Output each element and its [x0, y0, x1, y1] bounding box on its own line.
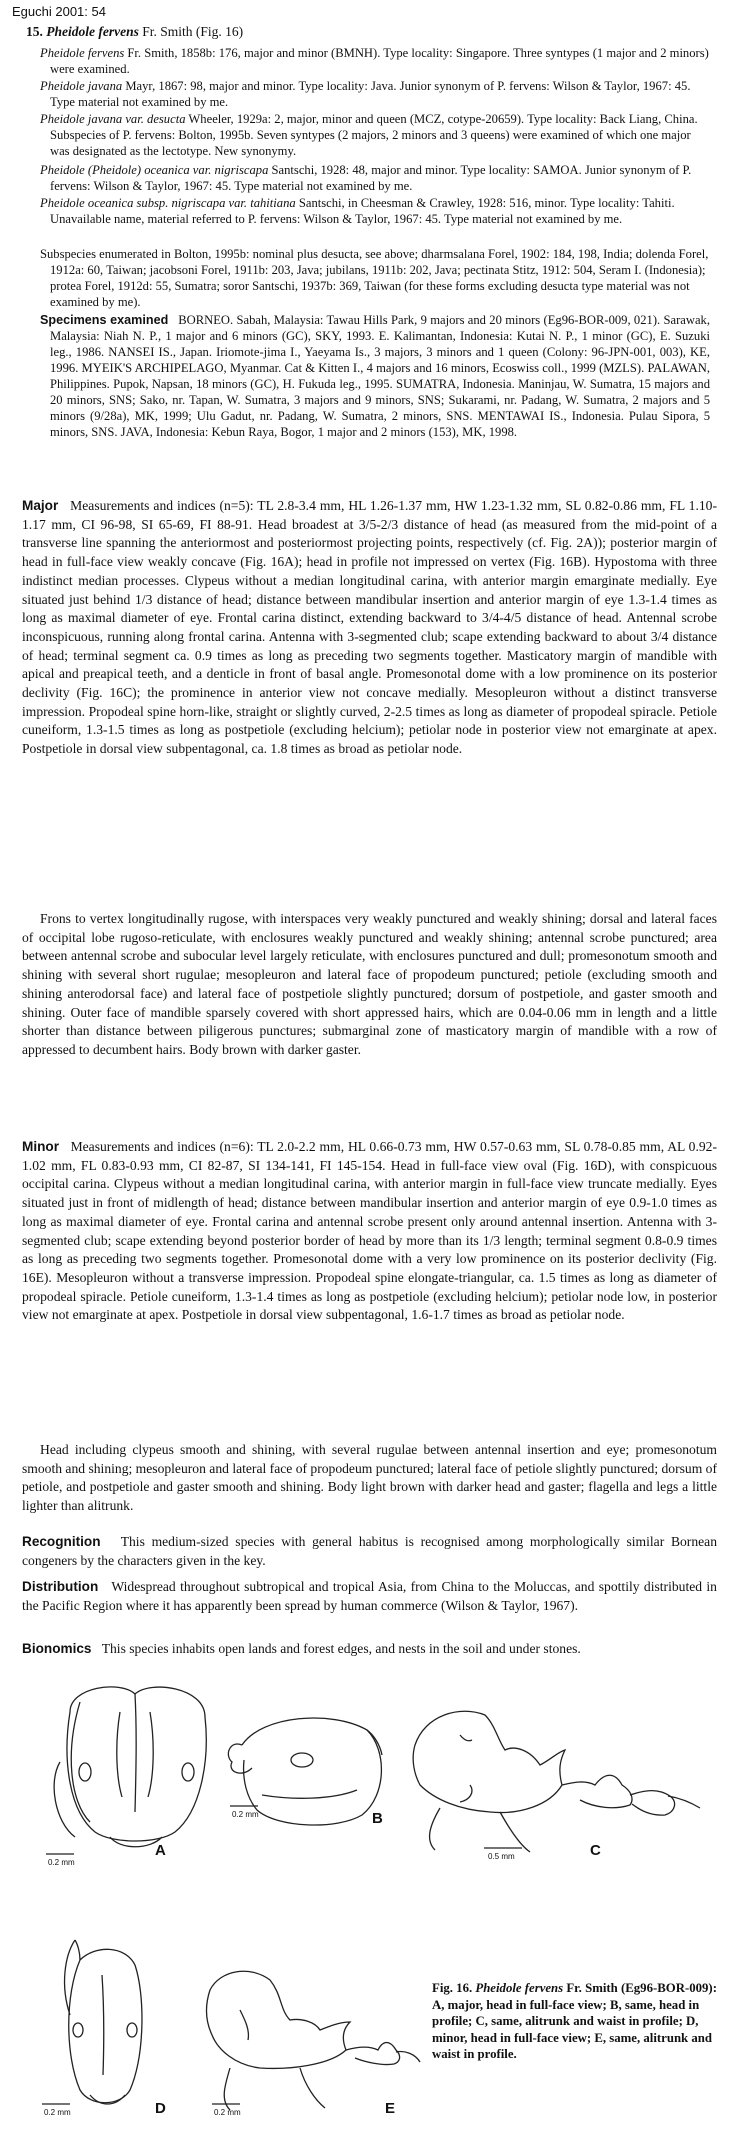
- specimens-examined: [40, 312, 710, 440]
- synonym-entry: [40, 195, 710, 227]
- bionomics-text: This species inhabits open lands and forest edges, and nests in the soil and under stones.: [101, 1641, 581, 1656]
- figure-a-scale-bar: [46, 1852, 76, 1856]
- figure-a-scale: 0.2 mm: [48, 1858, 75, 1867]
- synonym-text: Mayr, 1867: 98, major and minor. Type locality: Java. Junior synonym of P. fervens: Wilson & Taylor, 1967: 45. Type material not examined by me.: [50, 79, 691, 109]
- figure-d-scale-bar: [42, 2102, 72, 2106]
- running-header: Eguchi 2001: 54: [12, 4, 106, 19]
- figure-e-minor-alitrunk-profile: [190, 1950, 430, 2120]
- minor-sculpture: Head including clypeus smooth and shining, with several rugulae between antennal insertion and eye; promesonotum smooth and shining; mesopleuron and lateral face of propodeum punctured; lateral face of petiole slightly punctured; dorsum of petiole, and postpetiole and gaster smooth and shining. Body light brown with darker head and gaster; flagella and legs a little lighter than alitrunk.: [22, 1442, 717, 1514]
- species-name: Pheidole fervens: [46, 24, 139, 39]
- figure-d-minor-head-full-face: [40, 1935, 170, 2125]
- minor-heading: Minor: [22, 1139, 59, 1154]
- specimens-text: BORNEO. Sabah, Malaysia: Tawau Hills Park, 9 majors and 20 minors (Eg96-BOR-009, 021). Sarawak, Malaysia: Niah N. P., 1 major and 6 minors (GC), SKY, 1993. E. Kalimantan, Indonesia: Kutai N. P., 1 minor (GC), E. Suzuki leg., 1986. NANSEI IS., Japan. Iriomote-jima I., Yaeyama Is., 3 majors, 3 minors and 1 queen (Colony: 96-JPN-001, 003), KE, 1996. MYEIK'S ARCHIPELAGO, Myanmar. Cat & Kitten I., 4 majors and 16 minors, Ecoswiss coll., 1999 (MZLS). PALAWAN, Philippines. Pupok, Napsan, 18 minors (GC), H. Fukuda leg., 1995. SUMATRA, Indonesia. Maninjau, W. Sumatra, 15 majors and 20 minors, SNS; Sako, nr. Tapan, W. Sumatra, 3 majors and 9 minors, SNS; Sukarami, nr. Padang, W. Sumatra, 2 majors and 5 minors (9/28a), MK, 1999; Ulu Gadut, nr. Padang, W. Sumatra, 2 minors, SNS. MENTAWAI IS., Indonesia. Pulau Sipora, 5 minors, SNS. JAVA, Indonesia: Kebun Raya, Bogor, 1 major and 2 minors (153), MK, 1998.: [50, 313, 710, 439]
- species-author: Fr. Smith (Fig. 16): [142, 24, 244, 39]
- synonym-entry: [40, 111, 710, 159]
- caption-prefix: Fig. 16.: [432, 1981, 473, 1995]
- figure-c-label: C: [590, 1842, 601, 1859]
- figure-d-scale: 0.2 mm: [44, 2108, 71, 2117]
- synonym-name: Pheidole javana: [40, 79, 123, 93]
- subspecies-text: Subspecies enumerated in Bolton, 1995b: nominal plus desucta, see above; dharmsalana Forel, 1902: 184, 198, India; dolenda Forel, 1912a: 60, Taiwan; jacobsoni Forel, 1911b: 203, Java; jubilans, 1911b: 202, Java; pectinata Stitz, 1912: 504, Seram I. (Indonesia); protea Forel, 1912d: 55, Sumatra; soror Santschi, 1937b: 369, Taiwan (for these forms excluding desucta type material was not examined by me).: [40, 247, 709, 309]
- figure-e-scale: 0.2 mm: [214, 2108, 241, 2117]
- distribution: [22, 1578, 717, 1615]
- figure-d-label: D: [155, 2100, 166, 2117]
- synonym-entry: [40, 45, 710, 77]
- species-title: [26, 24, 243, 40]
- bionomics: [22, 1640, 717, 1659]
- recognition-heading: Recognition: [22, 1534, 101, 1549]
- synonym-entry: [40, 162, 710, 194]
- synonym-text: Santschi, 1928: 48, major and minor. Type locality: SAMOA. Junior synonym of P. fervens: Wilson & Taylor, 1967: 45. Type material not examined by me.: [50, 163, 692, 193]
- figure-caption: [432, 1980, 722, 2063]
- figure-c-scale: 0.5 mm: [488, 1852, 515, 1861]
- distribution-heading: Distribution: [22, 1579, 99, 1594]
- minor-text: Measurements and indices (n=6): TL 2.0-2.2 mm, HL 0.66-0.73 mm, HW 0.57-0.63 mm, SL 0.78-0.85 mm, AL 0.92-1.02 mm, FL 0.83-0.93 mm, CI 82-87, SI 134-141, FI 145-154. Head in full-face view oval (Fig. 16D), with conspicuous occipital carina. Clypeus without a median longitudinal carina, with anterior margin in full-face view truncate medially. Eyes situated just in front of midlength of head; distance between mandibular insertion and anterior margin of eye 0.9-1.0 times as long as maximal diameter of eye. Frontal carina and antennal scrobe present only around antennal insertion. Antenna with 3-segmented club; scape extending beyond posterior border of head by more than its 1/3 length; terminal segment 0.8-0.9 times as long as preceding two segments together. Promesonotal dome with a very low prominence on its posterior declivity (Fig. 16E). Mesopleuron without a transverse impression. Propodeal spine elongate-triangular, ca. 1.5 times as long as diameter of propodeal spiracle. Petiole cuneiform, 1.3-1.4 times as long as postpetiole (excluding helcium); petiolar node low, in posterior view not emarginate at apex. Postpetiole in dorsal view subpentagonal, 1.6-1.7 times as broad as petiolar node.: [22, 1139, 717, 1323]
- major-sculpture: Frons to vertex longitudinally rugose, with interspaces very weakly punctured and weakly shining; dorsal and lateral faces of occipital lobe rugoso-reticulate, with enclosures weakly punctured and weakly shining; antennal scrobe punctured; area between antennal scrobe and subocular level largely reticulate, with enclosures punctured and dull; promesonotum smooth and shining with several short rugulae; mesopleuron and lateral face of propodeum punctured; petiole (excluding smooth and shining anterodorsal face) and lateral face of postpetiole slightly punctured; dorsum of postpetiole, and gaster smooth and shining. Outer face of mandible sparsely covered with short appressed hairs, which are 0.04-0.06 mm in length and a little shorter than distance between piligerous punctures; submarginal zone of masticatory margin of mandible with a row of appressed to decumbent hairs. Body brown with darker gaster.: [22, 911, 717, 1057]
- figure-b-label: B: [372, 1810, 383, 1827]
- synonym-name: Pheidole oceanica subsp. nigriscapa var. tahitiana: [40, 196, 296, 210]
- figure-b-scale-bar: [230, 1804, 260, 1808]
- figure-b-major-head-profile: [222, 1700, 392, 1840]
- recognition-text: This medium-sized species with general habitus is recognised among morphologically similar Bornean congeners by the characters given in the key.: [22, 1534, 717, 1568]
- major-description: [22, 497, 717, 759]
- synonym-text: Wheeler, 1929a: 2, major, minor and queen (MCZ, cotype-20659). Type locality: Back Liang, China. Subspecies of P. fervens: Bolton, 1995b. Seven syntypes (2 majors, 2 minors and 3 queens) were examined of which one major was designated as the lectotype. New synonymy.: [50, 112, 698, 158]
- species-number: 15.: [26, 24, 43, 39]
- synonym-name: Pheidole javana var. desucta: [40, 112, 186, 126]
- major-heading: Major: [22, 498, 59, 513]
- bionomics-heading: Bionomics: [22, 1641, 92, 1656]
- minor-description: [22, 1138, 717, 1325]
- figure-a-label: A: [155, 1842, 166, 1859]
- caption-text: Fr. Smith (Eg96-BOR-009): A, major, head in full-face view; B, same, head in profile; C, same, alitrunk and waist in profile; D, minor, head in full-face view; E, same, alitrunk and waist in profile.: [432, 1981, 717, 2061]
- synonym-text: Fr. Smith, 1858b: 176, major and minor (BMNH). Type locality: Singapore. Three syntypes (1 major and 2 minors) were examined.: [50, 46, 709, 76]
- specimens-heading: Specimens examined: [40, 313, 169, 327]
- figure-e-scale-bar: [212, 2102, 242, 2106]
- figure-b-scale: 0.2 mm: [232, 1810, 259, 1819]
- major-text: Measurements and indices (n=5): TL 2.8-3.4 mm, HL 1.26-1.37 mm, HW 1.23-1.32 mm, SL 0.82-0.86 mm, FL 1.10-1.17 mm, CI 96-98, SI 65-69, FI 88-91. Head broadest at 3/5-2/3 distance of head (as measured from the mid-point of a transverse line spanning the anteriormost and posteriormost projecting points, respectively (cf. Fig. 2A)); posterior margin of head in full-face view weakly concave (Fig. 16A); head in profile not impressed on vertex (Fig. 16B). Hypostoma with three indistinct median processes. Clypeus without a median longitudinal carina, with anterior margin emarginate medially. Eye situated just behind 1/3 distance of head; distance between mandibular insertion and anterior margin of eye 1.3-1.4 times as long as maximal diameter of eye. Frontal carina distinct, extending backward to 3/4-4/5 distance of head. Antennal scrobe inconspicuous, running along frontal carina. Antenna with 3-segmented club; scape extending backward to about 3/4 distance of head; terminal segment ca. 0.9 times as long as preceding two segments together. Masticatory margin of mandible with apical and preapical teeth, and a denticle in front of basal angle. Promesonotal dome with a low prominence on its posterior declivity (Fig. 16C); the prominence in anterior view not concave medially. Mesopleuron without a distinct transverse impression. Propodeal spine horn-like, straight or slightly curved, 2-2.5 times as long as diameter of propodeal spiracle. Petiole cuneiform, 1.3-1.5 times as long as postpetiole (excluding helcium); petiolar node in posterior view not emarginate at apex. Postpetiole in dorsal view subpentagonal, ca. 1.8 times as broad as petiolar node.: [22, 498, 718, 757]
- synonym-name: Pheidole fervens: [40, 46, 125, 60]
- distribution-text: Widespread throughout subtropical and tropical Asia, from China to the Moluccas, and spottily distributed in the Pacific Region where it has apparently been spread by human commerce (Wilson & Taylor, 1967).: [22, 1579, 717, 1613]
- caption-species: Pheidole fervens: [475, 1981, 564, 1995]
- synonym-text: Santschi, in Cheesman & Crawley, 1928: 516, minor. Type locality: Tahiti. Unavailable name, material referred to P. fervens: Wilson & Taylor, 1967: 45. Type material not examined by me.: [50, 196, 675, 226]
- recognition: [22, 1533, 717, 1570]
- figure-c-scale-bar: [484, 1846, 524, 1850]
- figure-c-major-alitrunk-profile: [400, 1690, 720, 1860]
- figure-e-label: E: [385, 2100, 396, 2117]
- synonym-name: Pheidole (Pheidole) oceanica var. nigriscapa: [40, 163, 269, 177]
- figure-a-major-head-full-face: [40, 1672, 230, 1862]
- subspecies-note: [40, 246, 710, 310]
- synonym-entry: [40, 78, 710, 110]
